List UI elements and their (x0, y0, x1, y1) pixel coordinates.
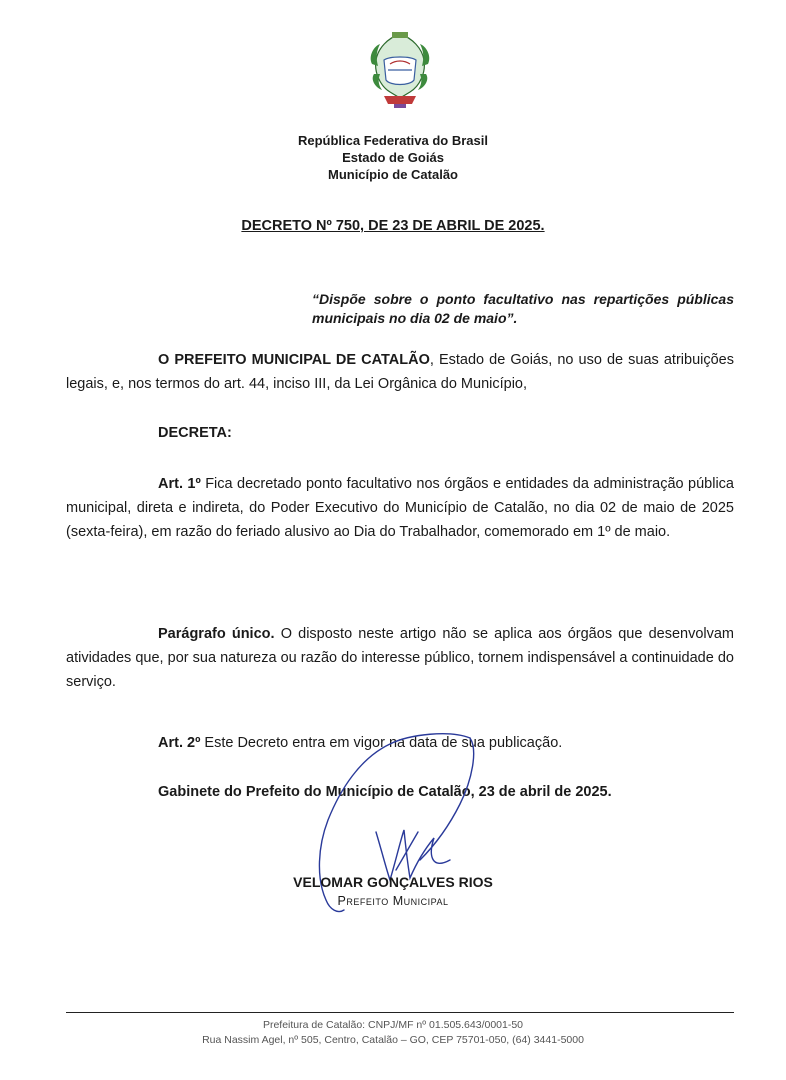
preamble-text: , Estado de Goiás, no uso de suas atribuições legais, e, nos termos do art. 44, inciso III, da Lei Orgânica do Município, (66, 352, 734, 392)
article-1 (66, 472, 734, 544)
decreta-heading: DECRETA: (158, 425, 232, 441)
closing-line: Gabinete do Prefeito do Município de Catalão, 23 de abril de 2025. (158, 784, 612, 800)
header-republic: República Federativa do Brasil (297, 133, 488, 148)
footer-divider (66, 1012, 734, 1013)
footer-address: Rua Nassim Agel, nº 505, Centro, Catalão – GO, CEP 75701-050, (64) 3441-5000 (202, 1034, 584, 1046)
sole-paragraph-text: O disposto neste artigo não se aplica aos órgãos que desenvolvam atividades que, por sua natureza ou razão do interesse público, tornem indispensável a continuidade do serviço. (66, 626, 734, 690)
preamble (66, 348, 734, 396)
decree-summary: “Dispõe sobre o ponto facultativo nas repartições públicas municipais no dia 02 de maio”. (312, 291, 734, 326)
coat-of-arms-icon (366, 30, 434, 110)
decree-title: DECRETO Nº 750, DE 23 DE ABRIL DE 2025. (241, 218, 545, 234)
article-2-label: Art. 2º (158, 735, 201, 751)
article-1-text: Fica decretado ponto facultativo nos órgãos e entidades da administração pública municipal, direta e indireta, do Poder Executivo do Município de Catalão, no dia 02 de maio de 2025 (sexta-feira), em razão do feriado alusivo ao Dia do Trabalhador, comemorado em 1º de maio. (66, 476, 734, 540)
article-1-label: Art. 1º (158, 476, 201, 492)
signatory-role: Prefeito Municipal (337, 894, 449, 908)
footer-cnpj: Prefeitura de Catalão: CNPJ/MF nº 01.505.643/0001-50 (262, 1019, 524, 1031)
header-municipality: Município de Catalão (327, 167, 458, 182)
handwritten-signature (300, 720, 490, 920)
header-state: Estado de Goiás (342, 150, 444, 165)
sole-paragraph-label: Parágrafo único. (158, 626, 275, 642)
signatory-name: VELOMAR GONÇALVES RIOS (293, 874, 493, 890)
article-2-text: Este Decreto entra em vigor na data de sua publicação. (200, 735, 563, 751)
preamble-authority: O PREFEITO MUNICIPAL DE CATALÃO (158, 352, 430, 368)
sole-paragraph (66, 622, 734, 694)
